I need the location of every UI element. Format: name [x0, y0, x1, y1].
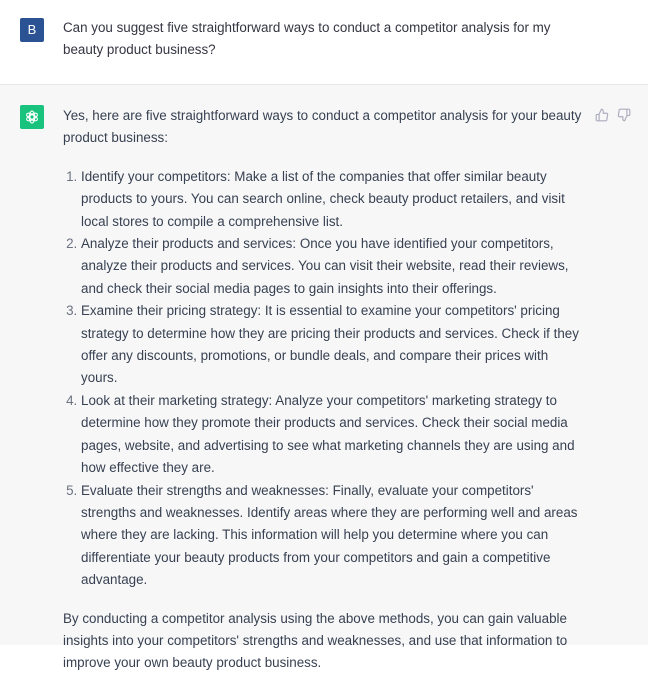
thumbs-down-icon: [617, 108, 631, 122]
assistant-message-row: [0, 85, 648, 671]
list-item: 2. Analyze their products and services: Once you have identified your competitors, analyze their products and services. You can visit their website, read their reviews, and check their social media pages to gain insights into their offerings.: [81, 233, 588, 300]
user-message-row: [0, 0, 648, 85]
list-item: 3. Examine their pricing strategy: It is essential to examine your competitors' pricing strategy to determine how they are pricing their products and services. Check if they offer any discounts, promotions, or bundle deals, and compare their prices with yours.: [81, 300, 588, 390]
thumbs-down-button[interactable]: [616, 107, 632, 123]
list-item: 4. Look at their marketing strategy: Analyze your competitors' marketing strategy to determine how they promote their products and services. Check their social media pages, website, and advertising to see what marketing channels they are using and how effective they are.: [81, 390, 588, 480]
assistant-avatar: [20, 105, 44, 129]
thumbs-up-icon: [595, 108, 609, 122]
openai-logo-icon: [24, 109, 40, 125]
thumbs-up-button[interactable]: [594, 107, 610, 123]
assistant-outro: By conducting a competitor analysis using the above methods, you can gain valuable insights into your competitors' strengths and weaknesses, and use that information to improve your own beauty product business.: [63, 610, 568, 671]
feedback-buttons: [594, 107, 632, 123]
user-message-text: Can you suggest five straightforward ways to conduct a competitor analysis for my beauty product business?: [63, 20, 551, 57]
user-avatar: B: [20, 18, 44, 42]
competitor-analysis-list: [63, 166, 588, 592]
assistant-intro: Yes, here are five straightforward ways to conduct a competitor analysis for your beauty product business:: [63, 108, 582, 146]
list-item: 5. Evaluate their strengths and weaknesses: Finally, evaluate your competitors' strengths and weaknesses. Identify areas where they are performing well and areas where they are lacking. This information will help you determine where you can differentiate your beauty products from your competitors and gain a competitive advantage.: [81, 480, 588, 592]
list-item: 1. Identify your competitors: Make a list of the companies that offer similar beauty products to yours. You can search online, check beauty product retailers, and visit local stores to compile a comprehensive list.: [81, 166, 588, 233]
assistant-message-content: [63, 105, 588, 675]
